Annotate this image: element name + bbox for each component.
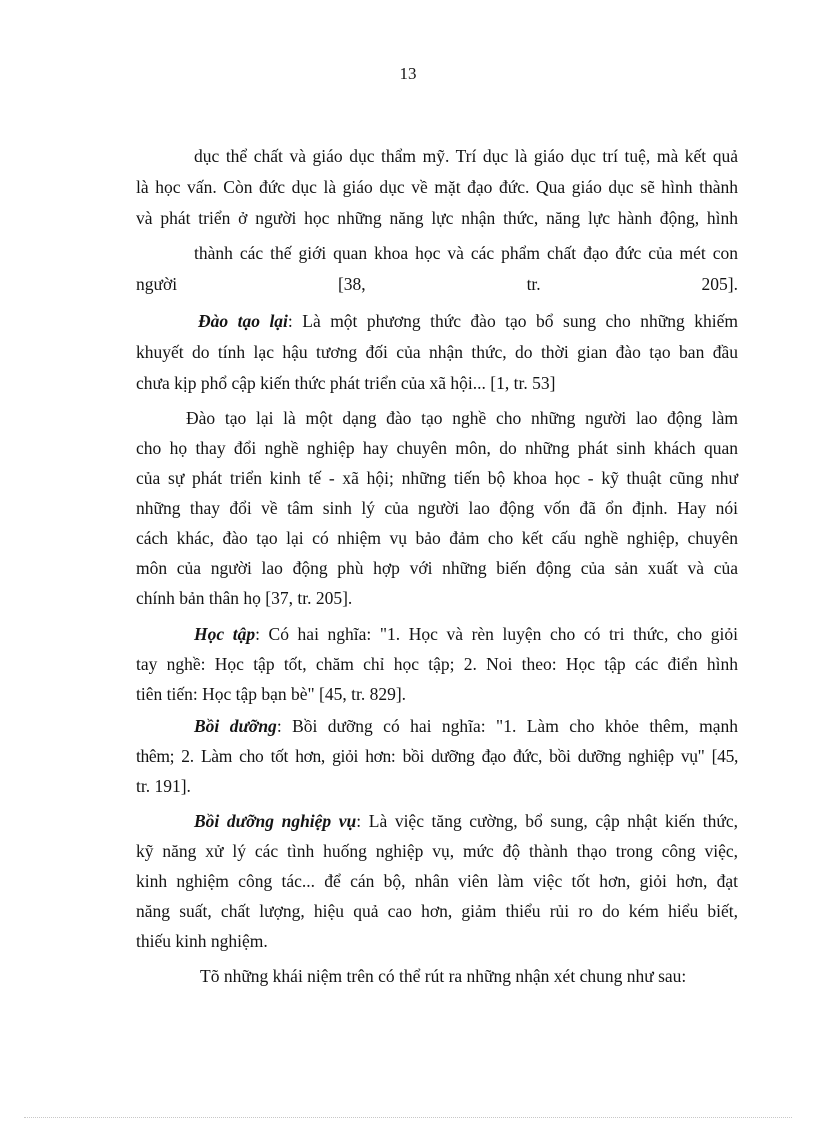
text-line (198, 307, 738, 335)
text-line (194, 807, 738, 835)
text-line: thêm; 2. Làm cho tốt hơn, giỏi hơn: bồi dưỡng đạo đức, bồi dưỡng nghiệp vụ" [45, (136, 746, 738, 766)
text-line: tiên tiến: Học tập bạn bè" [45, tr. 829]. (136, 684, 407, 704)
text-line: của sự phát triển kinh tế - xã hội; những tiến bộ khoa học - kỹ thuật cũng như (136, 468, 738, 488)
text-line: và phát triển ở người học những năng lực nhận thức, năng lực hành động, hình (136, 208, 738, 228)
text-line: cho họ thay đổi nghề nghiệp hay chuyên môn, do những phát sinh khách quan (136, 438, 738, 458)
text-line: năng suất, chất lượng, hiệu quả cao hơn, giảm thiểu rủi ro do kém hiểu biết, (136, 901, 738, 921)
term-boi-duong-nghiep-vu: Bồi dưỡng nghiệp vụ (194, 811, 357, 831)
text-line (194, 712, 738, 740)
text-line: cách khác, đào tạo lại có nhiệm vụ bảo đảm cho kết cấu nghề nghiệp, chuyên (136, 528, 738, 548)
term-hoc-tap: Học tập (194, 624, 256, 644)
word: người (136, 274, 178, 294)
text-line: những thay đổi về tâm sinh lý của người lao động vốn đã ổn định. Hay nói (136, 498, 738, 518)
word: tr. (526, 274, 541, 294)
term-boi-duong: Bồi dưỡng (194, 716, 277, 736)
definition-text: : Là việc tăng cường, bổ sung, cập nhật kiến thức, (356, 811, 738, 831)
term-dao-tao-lai: Đào tạo lại (198, 311, 288, 331)
page-bottom-rule (24, 1117, 792, 1118)
word: [38, (337, 274, 366, 294)
text-line: khuyết do tính lạc hậu tương đối của nhận thức, do thời gian đào tạo ban đầu (136, 342, 738, 362)
text-line: kỹ năng xử lý các tình huống nghiệp vụ, mức độ thành thạo trong công việc, (136, 841, 738, 861)
text-line: tay nghề: Học tập tốt, chăm chỉ học tập; 2. Noi theo: Học tập các điển hình (136, 654, 738, 674)
definition-text: : Có hai nghĩa: "1. Học và rèn luyện cho có tri thức, cho giỏi (255, 624, 739, 644)
word: 205]. (701, 274, 738, 294)
text-line: chính bản thân họ [37, tr. 205]. (136, 588, 353, 608)
definition-text: : Bồi dưỡng có hai nghĩa: "1. Làm cho khỏe thêm, mạnh (276, 716, 738, 736)
text-line: thành các thế giới quan khoa học và các phẩm chất đạo đức của mét con (194, 243, 738, 263)
text-line: là học vấn. Còn đức dục là giáo dục về mặt đạo đức. Qua giáo dục sẽ hình thành (136, 177, 738, 197)
text-line: dục thể chất và giáo dục thẩm mỹ. Trí dục là giáo dục trí tuệ, mà kết quả (194, 146, 738, 166)
text-line: chưa kịp phổ cập kiến thức phát triển của xã hội... [1, tr. 53] (136, 373, 556, 393)
text-line (136, 270, 738, 298)
text-line: kinh nghiệm công tác... để cán bộ, nhân viên làm việc tốt hơn, giỏi hơn, đạt (136, 871, 738, 891)
text-line (194, 620, 738, 648)
page-number: 13 (399, 64, 417, 83)
text-line: tr. 191]. (136, 776, 191, 796)
definition-text: : Là một phương thức đào tạo bổ sung cho những khiếm (287, 311, 738, 331)
text-line: thiếu kinh nghiệm. (136, 931, 268, 951)
text-line: môn của người lao động phù hợp với những biến động của sản xuất và của (136, 558, 738, 578)
text-line: Tõ những khái niệm trên có thể rút ra những nhận xét chung như sau: (200, 966, 687, 986)
text-line: Đào tạo lại là một dạng đào tạo nghề cho những người lao động làm (186, 408, 738, 428)
